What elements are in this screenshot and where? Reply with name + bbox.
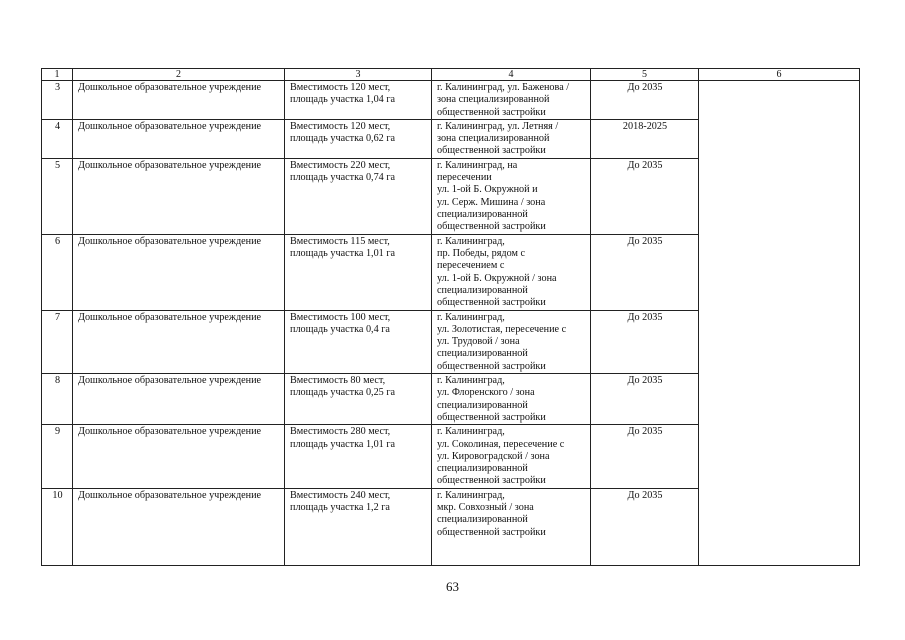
column-header-5: 5 — [591, 69, 699, 81]
facility-location — [432, 234, 591, 310]
facility-location — [432, 81, 591, 120]
location-line: общественной застройки — [437, 411, 546, 423]
location-line: г. Калининград, — [437, 489, 505, 501]
capacity-line: площадь участка 0,25 га — [290, 387, 396, 399]
capacity-line: Вместимость 115 мест, — [290, 235, 390, 247]
row-number: 5 — [42, 158, 73, 234]
facility-name: Дошкольное образовательное учреждение — [73, 158, 285, 234]
facility-name: Дошкольное образовательное учреждение — [73, 425, 285, 488]
location-line: ул. Флоренского / зона — [437, 387, 535, 399]
location-line: г. Калининград, — [437, 235, 505, 247]
capacity-line: площадь участка 1,01 га — [290, 248, 396, 260]
column-6-cell — [699, 81, 860, 566]
location-line: ул. 1-ой Б. Окружной и — [437, 184, 538, 196]
capacity-line: площадь участка 1,04 га — [290, 94, 396, 106]
location-line: ул. 1-ой Б. Окружной / зона — [437, 272, 557, 284]
facility-capacity — [285, 119, 432, 158]
implementation-period: До 2035 — [591, 488, 699, 565]
implementation-period: До 2035 — [591, 158, 699, 234]
location-line: г. Калининград, — [437, 311, 505, 323]
location-line: г. Калининград, — [437, 426, 505, 438]
location-line: г. Калининград, — [437, 375, 505, 387]
location-line: зона специализированной — [437, 94, 550, 106]
facility-capacity — [285, 310, 432, 373]
location-line: ул. Трудовой / зона — [437, 336, 520, 348]
location-line: специализированной — [437, 399, 528, 411]
implementation-period: До 2035 — [591, 374, 699, 425]
location-line: пересечении — [437, 172, 492, 184]
location-line: пр. Победы, рядом с — [437, 248, 526, 260]
implementation-period: До 2035 — [591, 310, 699, 373]
location-line: г. Калининград, ул. Баженова / — [437, 82, 570, 93]
facility-capacity — [285, 234, 432, 310]
facility-name: Дошкольное образовательное учреждение — [73, 81, 285, 120]
facility-location — [432, 310, 591, 373]
implementation-period: До 2035 — [591, 234, 699, 310]
facility-name: Дошкольное образовательное учреждение — [73, 310, 285, 373]
column-header-3: 3 — [285, 69, 432, 81]
capacity-line: Вместимость 240 мест, — [290, 489, 391, 501]
implementation-period: До 2035 — [591, 81, 699, 120]
location-line: зона специализированной — [437, 133, 550, 145]
column-header-6: 6 — [699, 69, 860, 81]
facility-location — [432, 488, 591, 565]
table-row — [42, 81, 860, 120]
location-line: пересечением с — [437, 260, 505, 272]
capacity-line: Вместимость 80 мест, — [290, 375, 386, 387]
location-line: мкр. Совхозный / зона — [437, 502, 534, 514]
facility-capacity — [285, 374, 432, 425]
capacity-line: площадь участка 0,4 га — [290, 323, 390, 335]
row-number: 10 — [42, 488, 73, 565]
table-body — [42, 81, 860, 566]
location-line: ул. Соколиная, пересечение с — [437, 438, 565, 450]
location-line: ул. Кировоградской / зона — [437, 450, 550, 462]
capacity-line: площадь участка 0,62 га — [290, 133, 396, 145]
location-line: специализированной — [437, 284, 528, 296]
capacity-line: Вместимость 280 мест, — [290, 426, 391, 438]
capacity-line: площадь участка 1,2 га — [290, 502, 390, 514]
facility-capacity — [285, 158, 432, 234]
implementation-period: 2018-2025 — [591, 119, 699, 158]
column-header-2: 2 — [73, 69, 285, 81]
capacity-line: Вместимость 220 мест, — [290, 159, 391, 171]
header-row — [42, 69, 860, 81]
location-line: общественной застройки — [437, 106, 546, 118]
location-line: специализированной — [437, 348, 528, 360]
facility-location — [432, 425, 591, 488]
capacity-line: Вместимость 100 мест, — [290, 311, 391, 323]
facility-name: Дошкольное образовательное учреждение — [73, 234, 285, 310]
column-header-1: 1 — [42, 69, 73, 81]
location-line: специализированной — [437, 514, 528, 526]
facility-capacity — [285, 81, 432, 120]
row-number: 4 — [42, 119, 73, 158]
capacity-line: площадь участка 1,01 га — [290, 438, 396, 450]
facility-location — [432, 374, 591, 425]
location-line: общественной застройки — [437, 475, 546, 487]
facility-location — [432, 119, 591, 158]
facilities-table — [41, 68, 860, 566]
capacity-line: площадь участка 0,74 га — [290, 172, 396, 184]
location-line: общественной застройки — [437, 360, 546, 372]
facility-location — [432, 158, 591, 234]
facility-name: Дошкольное образовательное учреждение — [73, 119, 285, 158]
location-line: ул. Серж. Мишина / зона — [437, 196, 546, 208]
capacity-line: Вместимость 120 мест, — [290, 120, 391, 132]
location-line: г. Калининград, ул. Летняя / — [437, 120, 559, 132]
facility-capacity — [285, 488, 432, 565]
capacity-line: Вместимость 120 мест, — [290, 82, 391, 93]
location-line: ул. Золотистая, пересечение с — [437, 323, 567, 335]
location-line: специализированной — [437, 208, 528, 220]
row-number: 3 — [42, 81, 73, 120]
location-line: общественной застройки — [437, 221, 546, 233]
location-line: г. Калининград, на — [437, 159, 518, 171]
facility-capacity — [285, 425, 432, 488]
facility-name: Дошкольное образовательное учреждение — [73, 374, 285, 425]
location-line: общественной застройки — [437, 526, 546, 538]
page-number: 63 — [446, 579, 459, 594]
table-header — [42, 69, 860, 81]
row-number: 6 — [42, 234, 73, 310]
row-number: 8 — [42, 374, 73, 425]
implementation-period: До 2035 — [591, 425, 699, 488]
location-line: общественной застройки — [437, 297, 546, 309]
facility-name: Дошкольное образовательное учреждение — [73, 488, 285, 565]
row-number: 9 — [42, 425, 73, 488]
location-line: специализированной — [437, 463, 528, 475]
row-number: 7 — [42, 310, 73, 373]
location-line: общественной застройки — [437, 145, 546, 157]
column-header-4: 4 — [432, 69, 591, 81]
